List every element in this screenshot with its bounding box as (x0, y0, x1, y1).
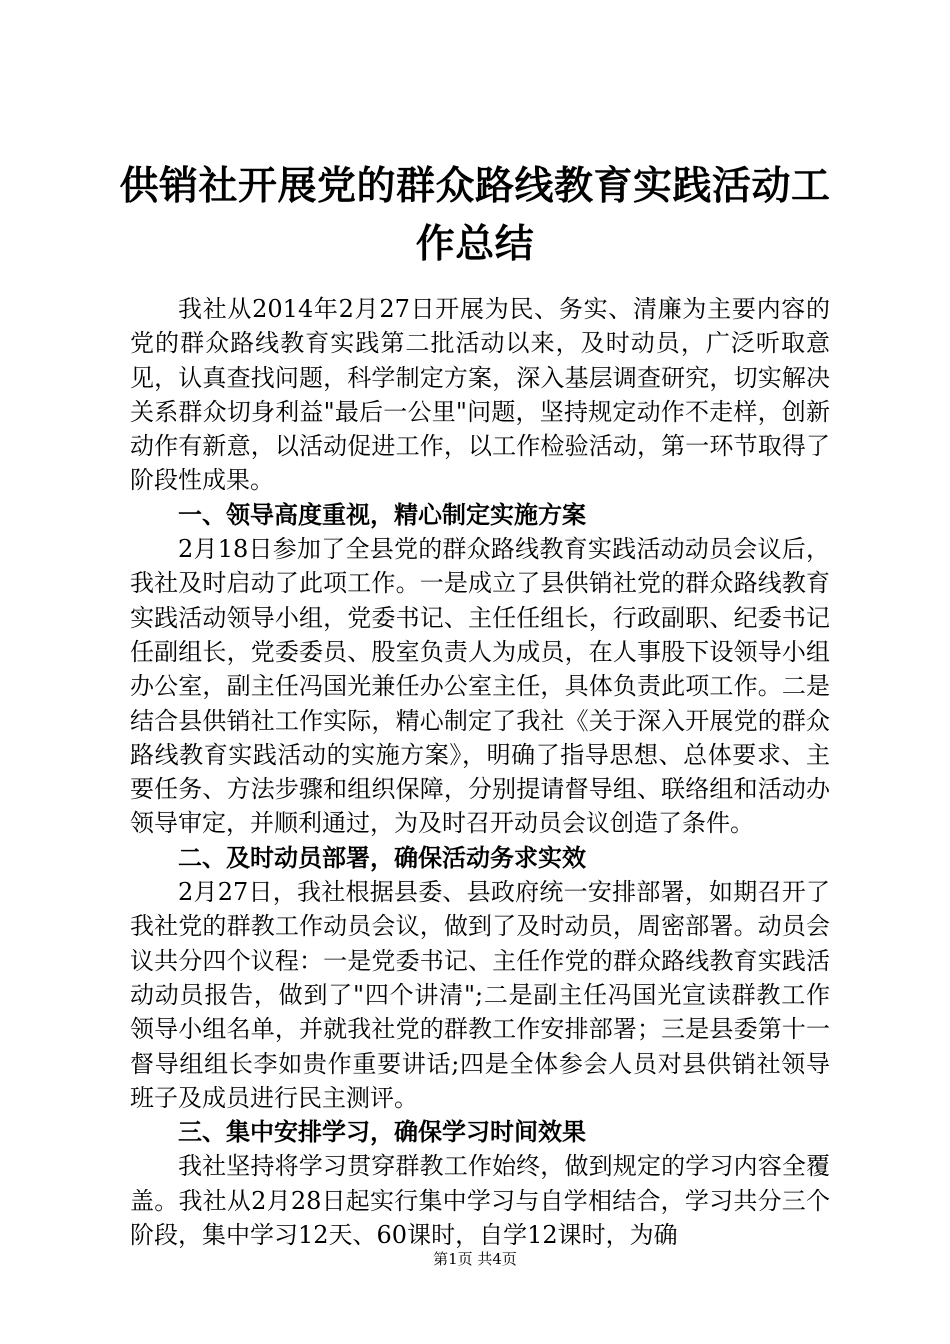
paragraph: 我社从2014年2月27日开展为民、务实、清廉为主要内容的党的群众路线教育实践第二批活动以来，及时动员，广泛听取意见，认真查找问题，科学制定方案，深入基层调查研究，切实解决关系群众切身利益"最后一公里"问题，坚持规定动作不走样，创新动作有新意，以活动促进工作，以工作检验活动，第一环节取得了阶段性成果。 (130, 295, 830, 495)
section-heading: 一、领导高度重视，精心制定实施方案 (178, 500, 586, 529)
paragraph: 2月27日，我社根据县委、县政府统一安排部署，如期召开了我社党的群教工作动员会议，做到了及时动员，周密部署。动员会议共分四个议程：一是党委书记、主任作党的群众路线教育实践活动动员报告，做到了"四个讲清";二是副主任冯国光宣读群教工作领导小组名单，并就我社党的群教工作安排部署；三是县委第十一督导组组长李如贵作重要讲话;四是全体参会人员对县供销社领导班子及成员进行民主测评。 (130, 878, 830, 1112)
paragraph: 2月18日参加了全县党的群众路线教育实践活动动员会议后，我社及时启动了此项工作。一是成立了县供销社党的群众路线教育实践活动领导小组，党委书记、主任任组长，行政副职、纪委书记任副组长，党委委员、股室负责人为成员，在人事股下设领导小组办公室，副主任冯国光兼任办公室主任，具体负责此项工作。二是结合县供销社工作实际，精心制定了我社《关于深入开展党的群众路线教育实践活动的实施方案》，明确了指导思想、总体要求、主要任务、方法步骤和组织保障，分别提请督导组、联络组和活动办领导审定，并顺利通过，为及时召开动员会议创造了条件。 (130, 535, 830, 838)
paragraph: 我社坚持将学习贯穿群教工作始终，做到规定的学习内容全覆盖。我社从2月28日起实行集中学习与自学相结合，学习共分三个阶段，集中学习12天、60课时，自学12课时，为确 (130, 1152, 830, 1250)
section-heading: 三、集中安排学习，确保学习时间效果 (178, 1118, 586, 1147)
document-body (130, 292, 830, 1252)
section-heading: 二、及时动员部署，确保活动务求实效 (178, 843, 586, 872)
document-title: 供销社开展党的群众路线教育实践活动工作总结 (119, 164, 831, 267)
page-footer: 第1页 共4页 (433, 1250, 517, 1268)
